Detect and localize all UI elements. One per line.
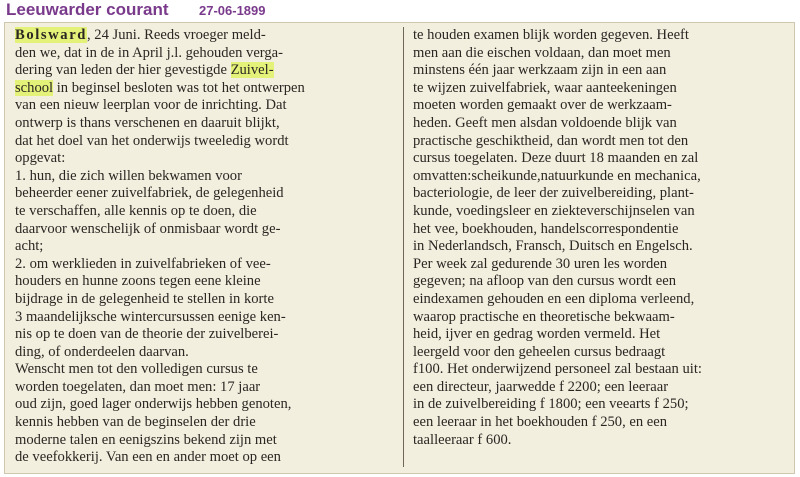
article-line: in de zuivelbereiding f 1800; een veearts f 250; (413, 396, 689, 413)
article-line: school in beginsel besloten was tot het ontwerpen (15, 79, 305, 96)
article-line: daarvoor wenschelijk of onmisbaar wordt ge- (15, 220, 281, 237)
article-line: heid, ijver en gedrag worden vermeld. Het (413, 326, 661, 343)
article-line: in Nederlandsch, Fransch, Duitsch en Engelsch. (413, 238, 693, 255)
article-line: een directeur, jaarwedde f 2200; een leeraar (413, 378, 669, 395)
article-line: f100. Het onderwijzend personeel zal bestaan uit: (413, 361, 702, 378)
article-line: taalleeraar f 600. (413, 431, 512, 448)
article-line: bacteriologie, de leer der zuivelbereiding, plant- (413, 185, 694, 202)
newspaper-title: Leeuwarder courant (6, 0, 169, 19)
article-line: van een nieuw leerplan voor de inrichting. Dat (15, 97, 287, 114)
article-line: dat het doel van het onderwijs tweeledig wordt (15, 132, 289, 149)
article-left-column (15, 27, 401, 467)
article-line: Wenscht men tot den volledigen cursus te (15, 361, 258, 378)
article-line: cursus toegelaten. Deze duurt 18 maanden en zal (413, 150, 699, 167)
article-line: kennis hebben van de beginselen der drie (15, 414, 256, 431)
article-line: leergeld voor den geheelen cursus bedraagt (413, 343, 666, 360)
article-line: opgevat: (15, 150, 66, 167)
newspaper-clipping (4, 22, 795, 474)
article-line: 1. hun, die zich willen bekwamen voor (15, 167, 242, 184)
article-line: een leeraar in het boekhouden f 250, en een (413, 414, 668, 431)
article-line: 3 maandelijksche wintercursussen eenige ken- (15, 308, 286, 325)
article-line: heden. Geeft men alsdan voldoende blijk van (413, 114, 677, 131)
article-line: beheerder eener zuivelfabriek, de gelegenheid (15, 185, 284, 202)
article-line: oud zijn, goed lager onderwijs hebben genoten, (15, 396, 292, 413)
article-line: bijdrage in de gelegenheid te stellen in korte (15, 290, 274, 307)
article-line: gegeven; na afloop van den cursus wordt een (413, 273, 677, 290)
first-line-text: , 24 Juni. Reeds vroeger meld- (87, 27, 266, 43)
article-line: den we, dat in de in April j.l. gehouden verga- (15, 44, 284, 61)
search-highlight: Zuivel- (230, 62, 274, 79)
article-first-line (15, 27, 401, 45)
article-line: practische geschiktheid, dan wordt men tot den (413, 132, 689, 149)
article-line: omvatten:scheikunde,natuurkunde en mechanica, (413, 167, 701, 184)
publication-date: 27-06-1899 (199, 3, 266, 18)
page-header (0, 0, 800, 22)
article-line: te verschaffen, alle kennis op te doen, die (15, 202, 257, 219)
article-line: het vee, boekhouden, handelscorrespondentie (413, 220, 679, 237)
article-line: moderne talen en eenigszins bekend zijn met (15, 431, 277, 448)
article-line: Per week zal gedurende 30 uren les worden (413, 255, 668, 272)
place-name: Bolsward (15, 27, 87, 43)
article-line: ontwerp is thans verschenen en daaruit blijkt, (15, 114, 280, 131)
article-line: eindexamen gehouden en een diploma verleend, (413, 290, 695, 307)
article-line: ding, of onderdeelen daarvan. (15, 343, 189, 360)
article-line: te wijzen zuivelfabriek, waar aanteekeningen (413, 79, 677, 96)
article-line: de veefokkerij. Van een en ander moet op een (15, 449, 281, 466)
article-line: men aan die eischen voldaan, dan moet men (413, 44, 671, 61)
article-line: houders en hunne zoons tegen eene kleine (15, 273, 261, 290)
article-line: waarop practische en theoretische bekwaam- (413, 308, 675, 325)
article-line: kunde, voedingsleer en ziekteverschijnselen van (413, 202, 695, 219)
article-line: 2. om werklieden in zuivelfabrieken of vee- (15, 255, 271, 272)
article-right-column (413, 27, 791, 449)
article-line: worden toegelaten, dan moet men: 17 jaar (15, 378, 261, 395)
article-line: minstens één jaar werkzaam zijn in een aan (413, 62, 667, 79)
article-line: dering van leden der hier gevestigde Zuivel- (15, 62, 274, 79)
article-line: acht; (15, 238, 44, 255)
article-line: te houden examen blijk worden gegeven. Heeft (413, 27, 689, 43)
article-line: moeten worden gemaakt over de werkzaam- (413, 97, 672, 114)
column-divider (403, 27, 404, 467)
search-highlight: school (15, 79, 54, 96)
article-line: nis op te doen van de theorie der zuivelberei- (15, 326, 279, 343)
